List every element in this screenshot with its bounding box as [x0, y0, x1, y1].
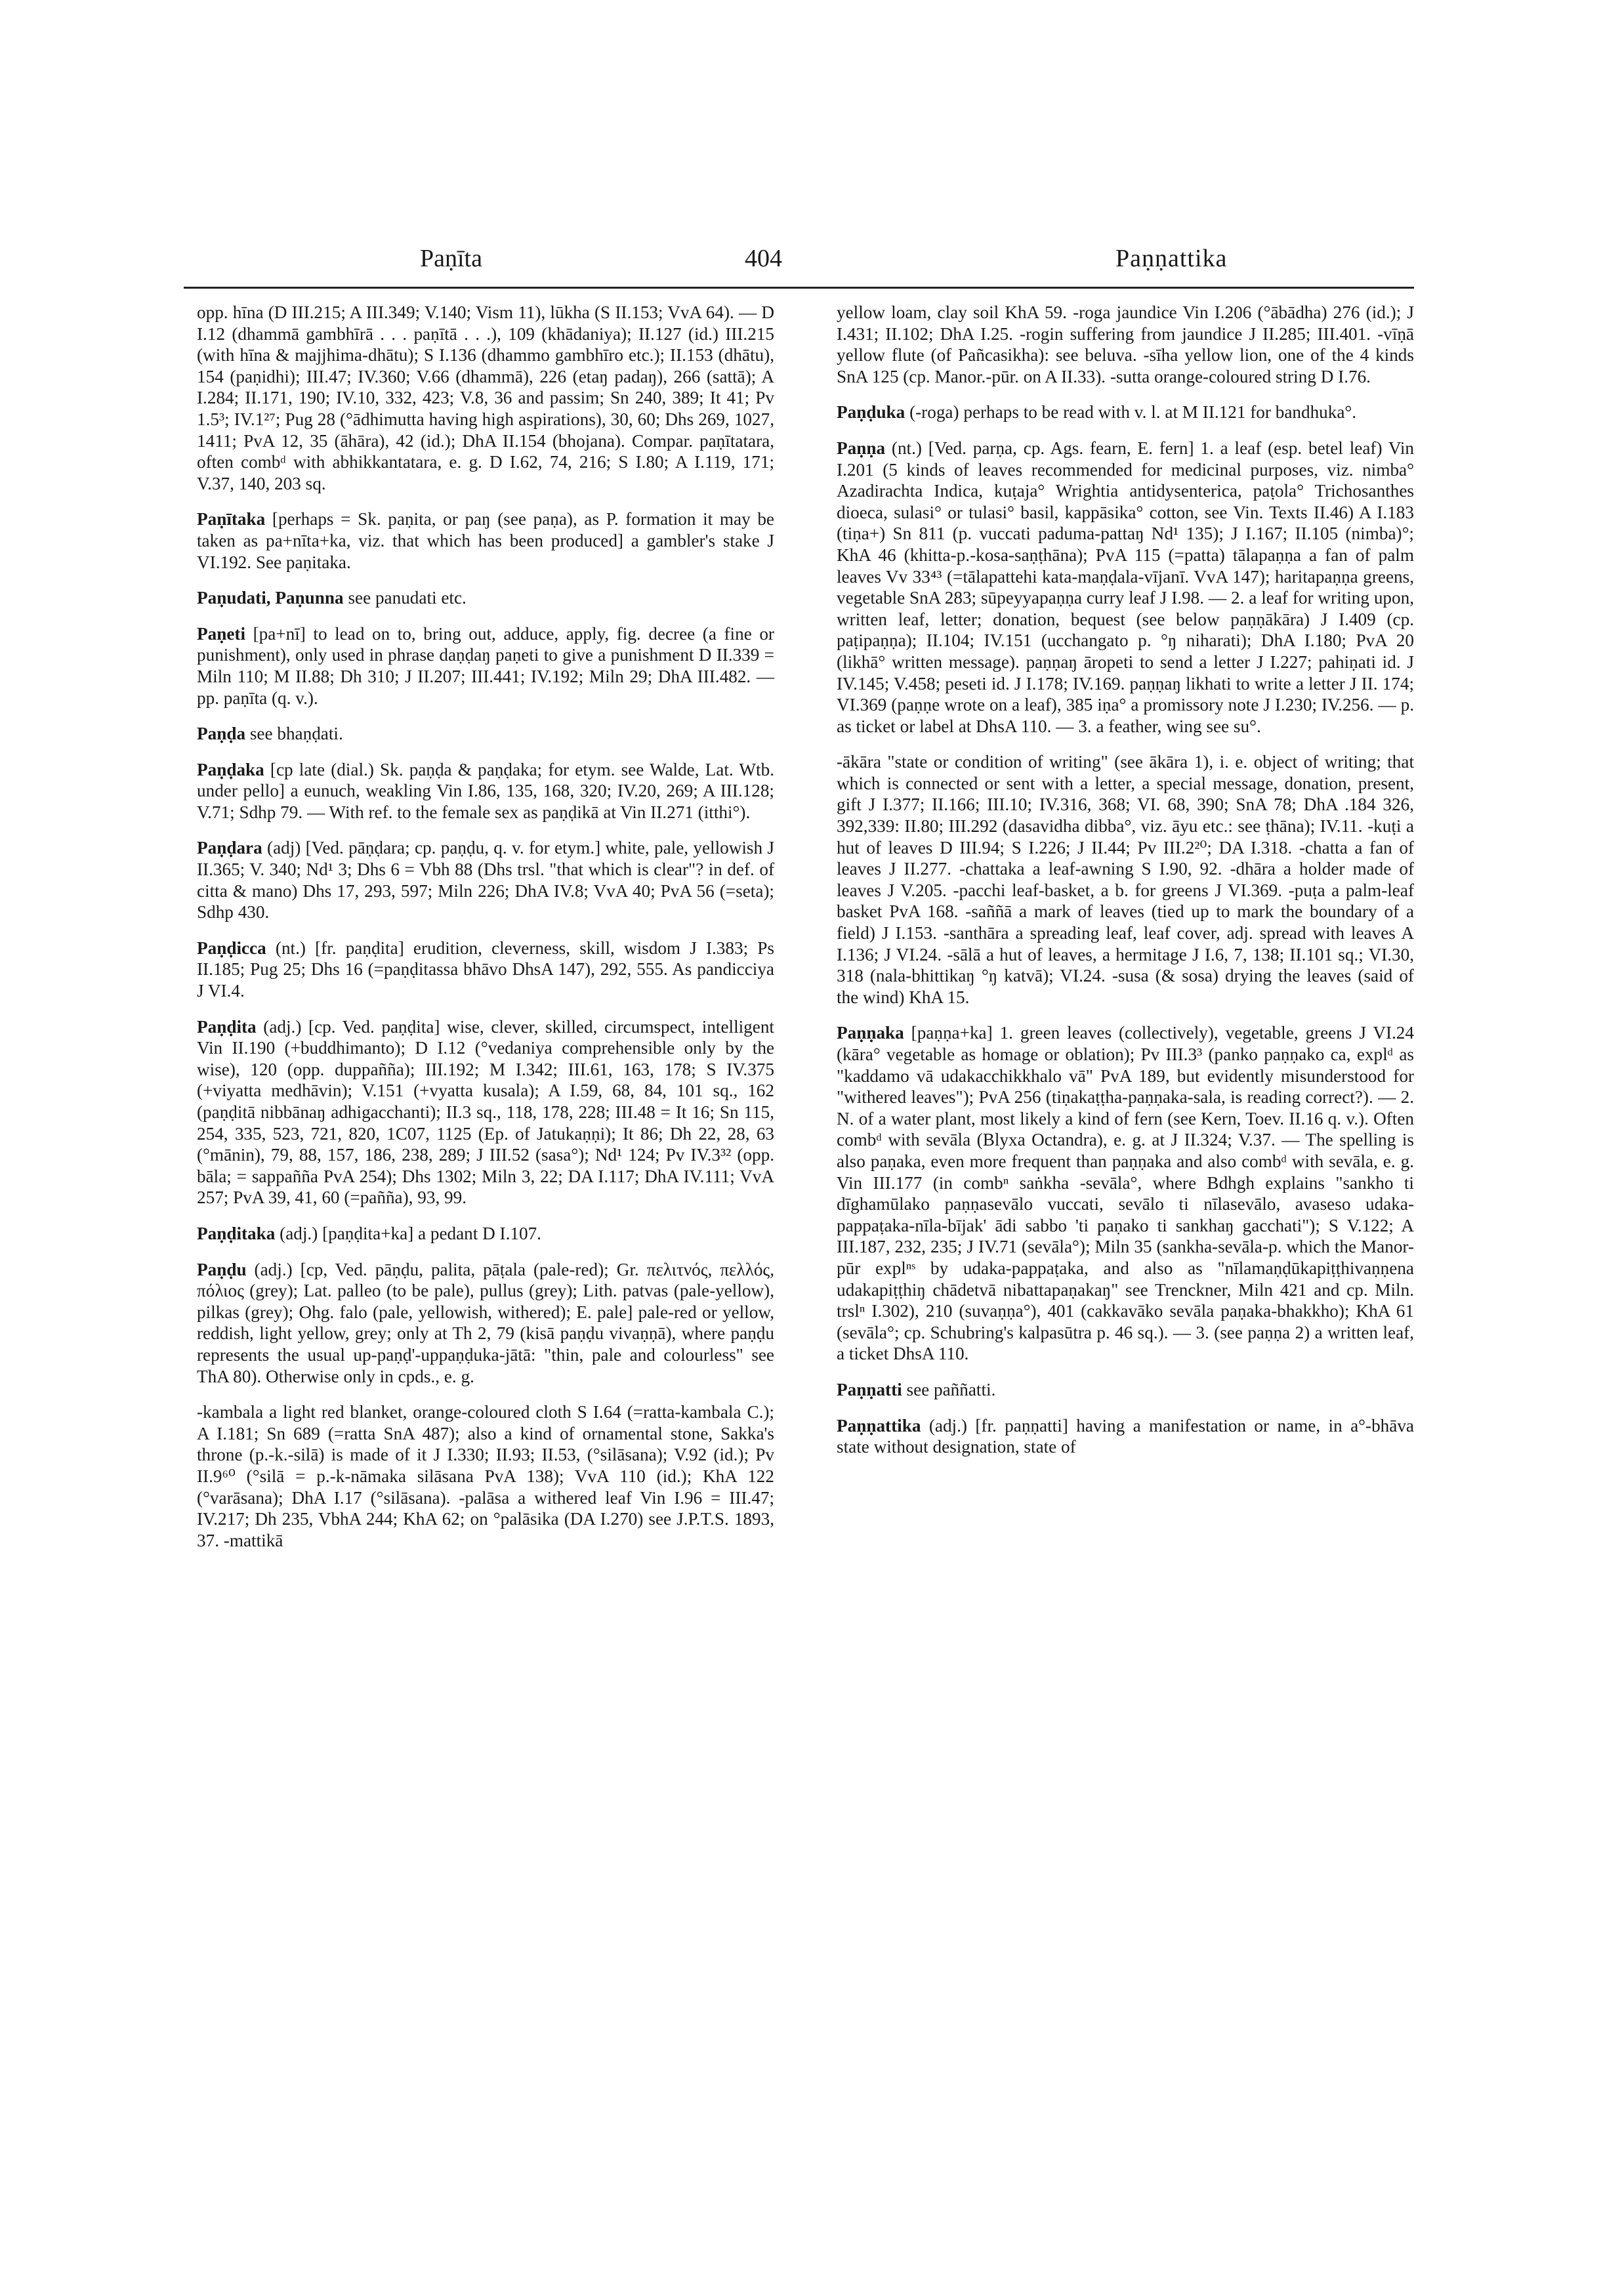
right-column	[837, 302, 1414, 1472]
dictionary-entry: Paṇeti [pa+nī] to lead on to, bring out, adduce, apply, fig. decree (a fine or punishment), only used in phrase daṇḍaŋ paṇeti to give a punishment D II.339 = Miln 110; M II.88; Dh 310; J II.207; III.441; IV.192; Miln 29; DhA III.482. — pp. paṇīta (q. v.).	[197, 623, 774, 708]
dictionary-entry: Paṇītaka [perhaps = Sk. paṇita, or paŋ (see paṇa), as P. formation it may be taken as pa+nīta+ka, viz. that which has been produced] a gambler's stake J VI.192. See paṇitaka.	[197, 509, 774, 572]
dictionary-entry: opp. hīna (D III.215; A III.349; V.140; Vism 11), lūkha (S II.153; VvA 64). — D I.12 (dhammā gambhīrā . . . paṇītā . . .), 109 (khādaniya); II.127 (id.) III.215 (with hīna & majjhima-dhātu); S I.136 (dhammo gambhīro etc.); II.153 (dhātu), 154 (paṇidhi); III.47; IV.360; V.66 (dhammā), 226 (etaŋ padaŋ), 266 (sattā); A I.284; II.171, 190; IV.10, 332, 423; V.8, 36 and passim; Sn 240, 389; It 41; Pv 1.5³; IV.1²⁷; Pug 28 (°ādhimutta having high aspirations), 30, 60; Dhs 269, 1027, 1411; PvA 12, 35 (āhāra), 42 (id.); DhA II.154 (bhojana). Compar. paṇītatara, often combᵈ with abhikkantatara, e. g. D I.62, 74, 216; S I.80; A I.119, 171; V.37, 140, 203 sq.	[197, 302, 774, 493]
dictionary-entry: Paṇḍu (adj.) [cp, Ved. pāṇḍu, palita, pāṭala (pale-red); Gr. πελιτνός, πελλός, πόλιος (grey); Lat. palleo (to be pale), pullus (grey); Lith. patvas (pale-yellow), pilkas (grey); Ohg. falo (pale, yellowish, withered); E. pale] pale-red or yellow, reddish, light yellow, grey; only at Th 2, 79 (kisā paṇḍu vivaṇṇā), where paṇḍu represents the usual up-paṇḍ'-uppaṇḍuka-jātā: "thin, pale and colourless" see ThA 80). Otherwise only in cpds., e. g.	[197, 1259, 774, 1386]
dictionary-entry: Paṇḍara (adj) [Ved. pāṇḍara; cp. paṇḍu, q. v. for etym.] white, pale, yellowish J II.365; V. 340; Nd¹ 3; Dhs 6 = Vbh 88 (Dhs trsl. "that which is clear"? in def. of citta & mano) Dhs 17, 293, 597; Miln 226; DhA IV.8; VvA 40; PvA 56 (=seta); Sdhp 430.	[197, 838, 774, 922]
dictionary-entry: -ākāra "state or condition of writing" (see ākāra 1), i. e. object of writing; that which is connected or sent with a letter, a special message, donation, present, gift J I.377; II.166; III.10; IV.316, 368; VI. 68, 390; SnA 78; DhA .184 326, 392,339: II.80; III.292 (dasavidha dibba°, viz. āyu etc.: see ṭhāna); IV.11. -kuṭi a hut of leaves D III.94; S I.226; J II.44; Pv III.2²⁰; DA I.318. -chatta a fan of leaves J II.277. -chattaka a leaf-awning S I.90, 92. -dhāra a holder made of leaves J V.205. -pacchi leaf-basket, a b. for greens J VI.369. -puṭa a palm-leaf basket PvA 168. -saññā a mark of leaves (tied up to mark the boundary of a field) J I.153. -santhāra a spreading leaf, leaf cover, adj. spread with leaves A I.136; J VI.24. -sālā a hut of leaves, a hermitage J I.6, 7, 138; II.101 sq.; VI.30, 318 (nala-bhittikaŋ °ŋ katvā); VI.24. -susa (& sosa) drying the leaves (said of the wind) KhA 15.	[837, 752, 1414, 1007]
dictionary-entry: Paṇṇa (nt.) [Ved. parṇa, cp. Ags. fearn, E. fern] 1. a leaf (esp. betel leaf) Vin I.201 (5 kinds of leaves recommended for medicinal purposes, viz. nimba° Azadirachta Indica, kuṭaja° Wrightia antidysenterica, paṭola° Trichosanthes dioeca, sulasi° or tulasi° basil, kappāsika° cotton, see Vin. Texts II.46) A I.183 (tiṇa+) Sn 811 (p. vuccati paduma-pattaŋ Nd¹ 135); J I.167; II.105 (nimba)°; KhA 46 (khitta-p.-kosa-saṇṭhāna); PvA 115 (=patta) tālapaṇṇa a fan of palm leaves Vv 33⁴³ (=tālapattehi kata-maṇḍala-vījanī. VvA 147); haritapaṇṇa greens, vegetable SnA 283; sūpeyyapaṇṇa curry leaf J I.98. — 2. a leaf for writing upon, written leaf, letter; donation, bequest (see below paṇṇākāra) J I.409 (cp. paṭipaṇṇa); II.104; IV.151 (ucchangato p. °ŋ niharati); DhA I.180; PvA 20 (likhā° written message). paṇṇaŋ āropeti to send a letter J I.227; pahiṇati id. J IV.145; V.458; peseti id. J I.178; IV.169. paṇṇaŋ likhati to write a letter J II. 174; VI.369 (paṇṇe wrote on a leaf), 385 iṇa° a promissory note J I.230; IV.256. — p. as ticket or label at DhsA 110. — 3. a feather, wing see su°.	[837, 438, 1414, 736]
dictionary-entry: Paṇḍa see bhaṇḍati.	[197, 724, 343, 744]
dictionary-entry: Paṇṇattika (adj.) [fr. paṇṇatti] having a manifestation or name, in a°-bhāva state without designation, state of	[837, 1415, 1414, 1457]
page-header	[184, 244, 1411, 283]
dictionary-entry: Paṇḍicca (nt.) [fr. paṇḍita] erudition, cleverness, skill, wisdom J I.383; Ps II.185; Pug 25; Dhs 16 (=paṇḍitassa bhāvo DhsA 147), 292, 555. As pandicciya J VI.4.	[197, 938, 774, 1001]
dictionary-entry: Paṇḍita (adj.) [cp. Ved. paṇḍita] wise, clever, skilled, circumspect, intelligent Vin II.190 (+buddhimanto); D I.12 (°vedaniya comprehensible only by the wise), 120 (opp. duppañña); III.192; M I.342; III.61, 163, 178; S IV.375 (+viyatta medhāvin); V.151 (+vyatta kusala); A I.59, 68, 84, 101 sq., 162 (paṇḍitā nibbānaŋ adhigacchanti); II.3 sq., 118, 178, 228; III.48 = It 16; Sn 115, 254, 335, 523, 721, 820, 1C07, 1125 (Ep. of Jatukaṇṇi); It 86; Dh 22, 28, 63 (°mānin), 79, 88, 157, 186, 238, 289; J III.52 (sasa°); Nd¹ 124; Pv IV.3³² (opp. bāla; = sappañña PvA 254); Dhs 1302; Miln 3, 22; DA I.117; DhA IV.111; VvA 257; PvA 39, 41, 60 (=pañña), 93, 99.	[197, 1016, 774, 1208]
dictionary-entry: Paṇḍuka (-roga) perhaps to be read with v. l. at M II.121 for bandhuka°.	[837, 402, 1357, 423]
page-number: 404	[745, 245, 782, 272]
dictionary-entry: Paṇṇatti see paññatti.	[837, 1379, 996, 1399]
dictionary-entry: yellow loam, clay soil KhA 59. -roga jaundice Vin I.206 (°ābādha) 276 (id.); J I.431; II.102; DhA I.25. -rogin suffering from jaundice J II.285; III.401. -vīṇā yellow flute (of Pañcasikha): see beluva. -sīha yellow lion, one of the 4 kinds SnA 125 (cp. Manor.-pūr. on A II.33). -sutta orange-coloured string D I.76.	[837, 302, 1414, 386]
dictionary-entry: Paṇṇaka [paṇṇa+ka] 1. green leaves (collectively), vegetable, greens J VI.24 (kāra° vegetable as homage or oblation); Pv III.3³ (panko paṇṇako ca, explᵈ as "kaddamo vā udakacchikkhalo vā" PvA 189, but evidently misunderstood for "withered leaves"); PvA 256 (tiṇakaṭṭha-paṇṇaka-sala, is reading correct?). — 2. N. of a water plant, most likely a kind of fern (see Kern, Toev. II.16 q. v.). Often combᵈ with sevāla (Blyxa Octandra), e. g. at J II.324; V.37. — The spelling is also paṇaka, even more frequent than paṇṇaka and also combᵈ with sevāla, e. g. Vin III.177 (in combⁿ saṅkha -sevāla°, where Bdhgh explains "sankho ti dīghamūlako paṇṇasevālo vuccati, sevālo ti nīlasevālo, avaseso udaka-pappaṭaka-nīla-bījak' ādi sabbo 'ti paṇako ti sankhaŋ gacchati"); S V.122; A III.187, 232, 235; J IV.71 (sevāla°); Miln 35 (sankha-sevāla-p. which the Manor-pūr explⁿˢ by udaka-pappaṭaka, and also as "nīlamaṇḍūkapiṭṭhivaṇṇena udakapiṭṭhiŋ chādetvā nibattapaṇakaŋ" see Trenckner, Miln 421 and cp. Miln. trslⁿ I.302), 210 (suvaṇṇa°), 401 (cakkavāko sevāla paṇaka-bhakkho); KhA 61 (sevāla°; cp. Schubring's kalpasūtra p. 46 sq.). — 3. (see paṇṇa 2) a written leaf, a ticket DhsA 110.	[837, 1023, 1414, 1364]
left-column	[197, 302, 774, 1565]
dictionary-entry: Paṇudati, Paṇunna see panudati etc.	[197, 588, 467, 608]
dictionary-entry: -kambala a light red blanket, orange-coloured cloth S I.64 (=ratta-kambala C.); A I.181; Sn 689 (=ratta SnA 487); also a kind of ornamental stone, Sakka's throne (p.-k.-silā) is made of it J I.330; II.93; II.53, (°silāsana); V.92 (id.); Pv II.9⁶⁰ (°silā = p.-k-nāmaka silāsana PvA 138); VvA 110 (id.); KhA 122 (°varāsana); DhA I.17 (°silāsana). -palāsa a withered leaf Vin I.96 = III.47; IV.217; Dh 235, VbhA 244; KhA 62; on °palāsika (DA I.270) see J.P.T.S. 1893, 37. -mattikā	[197, 1402, 774, 1550]
dictionary-entry: Paṇḍaka [cp late (dial.) Sk. paṇḍa & paṇḍaka; for etym. see Walde, Lat. Wtb. under pello] a eunuch, weakling Vin I.86, 135, 168, 320; IV.20, 269; A III.128; V.71; Sdhp 79. — With ref. to the female sex as paṇḍikā at Vin II.271 (itthi°).	[197, 759, 774, 822]
running-head-right: Paṇṇattika	[1115, 245, 1228, 272]
dictionary-entry: Paṇḍitaka (adj.) [paṇḍita+ka] a pedant D I.107.	[197, 1223, 541, 1243]
header-rule	[184, 287, 1414, 289]
running-head-left: Paṇīta	[420, 245, 482, 272]
